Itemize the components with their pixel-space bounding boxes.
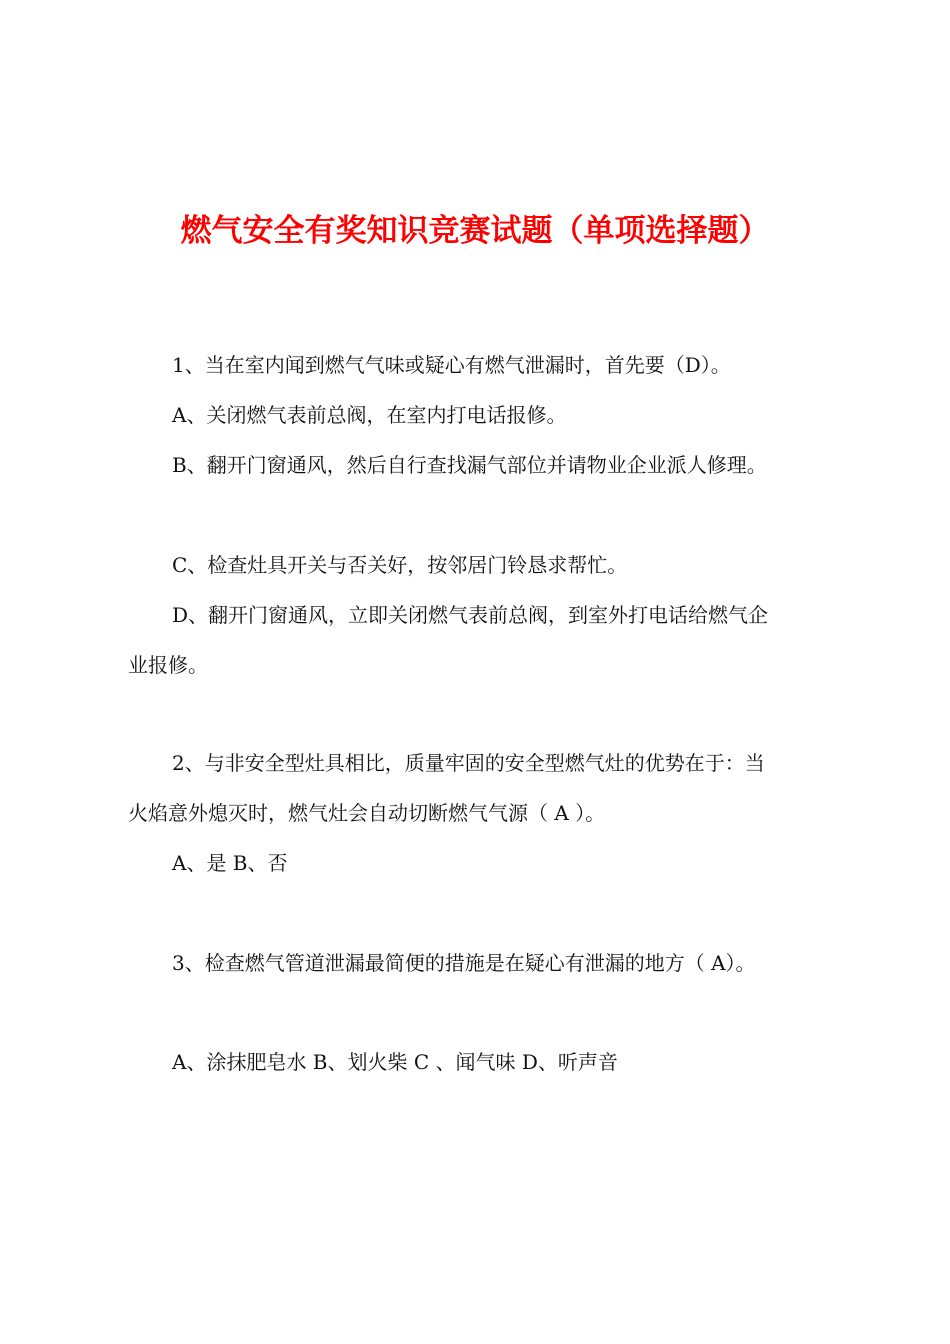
- question-1-option-a: A、关闭燃气表前总阀，在室内打电话报修。: [172, 403, 567, 427]
- question-1-option-b: B、翻开门窗通风，然后自行查找漏气部位并请物业企业派人修理。: [172, 453, 767, 477]
- question-1-option-d-continued: 业报修。: [128, 653, 208, 677]
- question-1-option-c: C、检查灶具开关与否关好，按邻居门铃恳求帮忙。: [172, 553, 628, 577]
- question-3-options: A、涂抹肥皂水 B、划火柴 C 、闻气味 D、听声音: [172, 1050, 618, 1074]
- question-1-option-d: D、翻开门窗通风，立即关闭燃气表前总阀，到室外打电话给燃气企: [172, 603, 769, 627]
- question-2-text: 2、与非安全型灶具相比，质量牢固的安全型燃气灶的优势在于：当: [172, 751, 765, 775]
- question-1-text: 1、当在室内闻到燃气气味或疑心有燃气泄漏时，首先要（D）。: [172, 353, 731, 377]
- question-2-options: A、是 B、否: [172, 851, 288, 875]
- document-title: 燃气安全有奖知识竞赛试题（单项选择题）: [180, 213, 770, 249]
- question-2-text-continued: 火焰意外熄灭时，燃气灶会自动切断燃气气源（ A ）。: [128, 801, 606, 825]
- question-3-text: 3、检查燃气管道泄漏最简便的措施是在疑心有泄漏的地方（ A）。: [172, 951, 756, 975]
